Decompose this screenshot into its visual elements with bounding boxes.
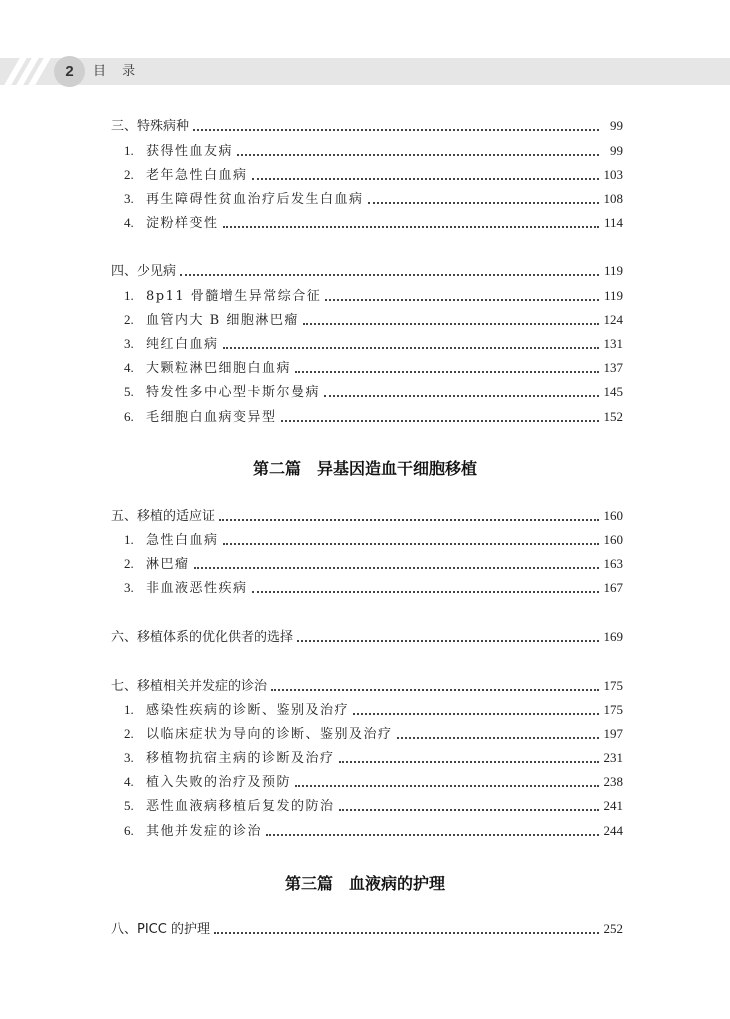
toc-item-number: 1. [124, 288, 134, 303]
toc-item-number: 1. [124, 143, 134, 158]
dot-leader [397, 729, 599, 739]
toc-item-number: 1. [124, 532, 134, 547]
toc-item[interactable] [124, 577, 623, 599]
dot-leader [219, 511, 599, 521]
toc-item-label: 老年急性白血病 [146, 168, 248, 183]
toc-page-number: 175 [603, 678, 623, 693]
toc-page-number: 99 [610, 143, 623, 158]
dot-leader [237, 146, 599, 156]
dot-leader [339, 753, 599, 763]
toc-page-number: 167 [603, 580, 623, 595]
toc-page-number: 108 [603, 191, 623, 206]
dot-leader [266, 826, 599, 836]
page-number: 2 [65, 63, 74, 80]
toc-item-label: 再生障碍性贫血治疗后发生白血病 [146, 192, 364, 207]
toc-item[interactable] [124, 553, 623, 575]
toc-item-label: 纯红白血病 [146, 337, 219, 352]
toc-item-number: 3. [124, 580, 134, 595]
toc-item[interactable] [124, 285, 623, 307]
dot-leader [271, 681, 599, 691]
toc-item-number: 3. [124, 750, 134, 765]
toc-section-label: 五、移植的适应证 [111, 509, 216, 524]
toc-item-label: 大颗粒淋巴细胞白血病 [146, 361, 292, 376]
toc-page-number: 175 [603, 702, 623, 717]
toc-item-number: 4. [124, 774, 134, 789]
toc-section-label: 四、少见病 [111, 264, 177, 279]
toc-section[interactable] [111, 626, 623, 648]
toc-page-number: 124 [603, 312, 623, 327]
toc-item-label: 移植物抗宿主病的诊断及治疗 [146, 751, 335, 766]
toc-item-number: 6. [124, 409, 134, 424]
toc-item[interactable] [124, 747, 623, 769]
toc-item-label: 非血液恶性疾病 [146, 581, 248, 596]
toc-item-number: 4. [124, 360, 134, 375]
dot-leader [252, 583, 599, 593]
toc-section-label: 六、移植体系的优化供者的选择 [111, 630, 294, 645]
dot-leader [194, 559, 599, 569]
toc-item[interactable] [124, 723, 623, 745]
toc-item[interactable] [124, 333, 623, 355]
dot-leader [303, 315, 599, 325]
toc-section[interactable] [111, 918, 623, 940]
header-title: 目 录 [93, 64, 142, 79]
toc-item[interactable] [124, 406, 623, 428]
toc-page-number: 163 [603, 556, 623, 571]
toc-item-number: 2. [124, 556, 134, 571]
dot-leader [295, 363, 599, 373]
dot-leader [252, 170, 599, 180]
toc-item-label: 特发性多中心型卡斯尔曼病 [146, 385, 321, 400]
toc-item-number: 5. [124, 384, 134, 399]
toc-item-label: 获得性血友病 [146, 144, 234, 159]
toc-item-number: 2. [124, 726, 134, 741]
toc-item-number: 3. [124, 336, 134, 351]
toc-item-number: 2. [124, 167, 134, 182]
dot-leader [297, 632, 599, 642]
toc-item-number: 6. [124, 823, 134, 838]
toc-item[interactable] [124, 699, 623, 721]
toc-item[interactable] [124, 381, 623, 403]
dot-leader [339, 801, 599, 811]
toc-item-label: 淀粉样变性 [146, 216, 219, 231]
toc-item-number: 2. [124, 312, 134, 327]
toc-page-number: 252 [603, 921, 623, 936]
toc-page-number: 169 [603, 629, 623, 644]
toc-item-number: 1. [124, 702, 134, 717]
dot-leader [223, 339, 599, 349]
toc-item-label: 8p11 骨髓增生异常综合征 [146, 289, 322, 304]
toc-page-number: 152 [603, 409, 623, 424]
toc-page-number: 244 [603, 823, 623, 838]
toc-section-label: 八、PICC 的护理 [111, 922, 210, 937]
toc-page-number: 145 [603, 384, 623, 399]
dot-leader [368, 194, 599, 204]
toc-item[interactable] [124, 140, 623, 162]
toc-section[interactable] [111, 260, 623, 282]
toc-section-label: 七、移植相关并发症的诊治 [111, 679, 268, 694]
toc-page-number: 160 [603, 532, 623, 547]
toc-item-label: 毛细胞白血病变异型 [146, 410, 277, 425]
toc-page-number: 119 [603, 263, 623, 278]
toc-item[interactable] [124, 771, 623, 793]
toc-item[interactable] [124, 212, 623, 234]
toc-item-label: 植入失败的治疗及预防 [146, 775, 292, 790]
dot-leader [223, 218, 599, 228]
toc-page-number: 160 [603, 508, 623, 523]
dot-leader [281, 412, 599, 422]
dot-leader [324, 387, 599, 397]
toc-item-number: 5. [124, 798, 134, 813]
toc-item[interactable] [124, 795, 623, 817]
part-title: 第二篇 异基因造血干细胞移植 [252, 459, 477, 478]
dot-leader [325, 291, 599, 301]
dot-leader [193, 121, 599, 131]
dot-leader [223, 535, 599, 545]
toc-item-label: 淋巴瘤 [146, 557, 190, 572]
toc-item[interactable] [124, 164, 623, 186]
toc-item[interactable] [124, 309, 623, 331]
toc-page-number: 131 [603, 336, 623, 351]
toc-item[interactable] [124, 529, 623, 551]
toc-section[interactable] [111, 115, 623, 137]
dot-leader [295, 777, 599, 787]
dot-leader [353, 705, 599, 715]
dot-leader [214, 924, 599, 934]
toc-page-number: 114 [603, 215, 623, 230]
toc-page-number: 103 [603, 167, 623, 182]
toc-page-number: 137 [603, 360, 623, 375]
toc-page-number: 238 [603, 774, 623, 789]
toc-item-number: 4. [124, 215, 134, 230]
toc-page-number: 197 [603, 726, 623, 741]
toc-item-label: 恶性血液病移植后复发的防治 [146, 799, 335, 814]
part-title: 第三篇 血液病的护理 [284, 874, 445, 893]
toc-item[interactable] [124, 820, 623, 842]
toc-item[interactable] [124, 357, 623, 379]
toc-section-label: 三、特殊病种 [111, 119, 190, 134]
toc-section[interactable] [111, 675, 623, 697]
toc-item-label: 以临床症状为导向的诊断、鉴别及治疗 [146, 727, 393, 742]
toc-section[interactable] [111, 505, 623, 527]
toc-item-label: 血管内大 B 细胞淋巴瘤 [146, 313, 299, 328]
toc-page-number: 99 [610, 118, 623, 133]
toc-item[interactable] [124, 188, 623, 210]
toc-page-number: 231 [603, 750, 623, 765]
toc-item-label: 急性白血病 [146, 533, 219, 548]
toc-item-label: 感染性疾病的诊断、鉴别及治疗 [146, 703, 350, 718]
dot-leader [180, 266, 599, 276]
toc-page-number: 241 [603, 798, 623, 813]
toc-page-number: 119 [603, 288, 623, 303]
toc-item-label: 其他并发症的诊治 [146, 824, 263, 839]
toc-item-number: 3. [124, 191, 134, 206]
